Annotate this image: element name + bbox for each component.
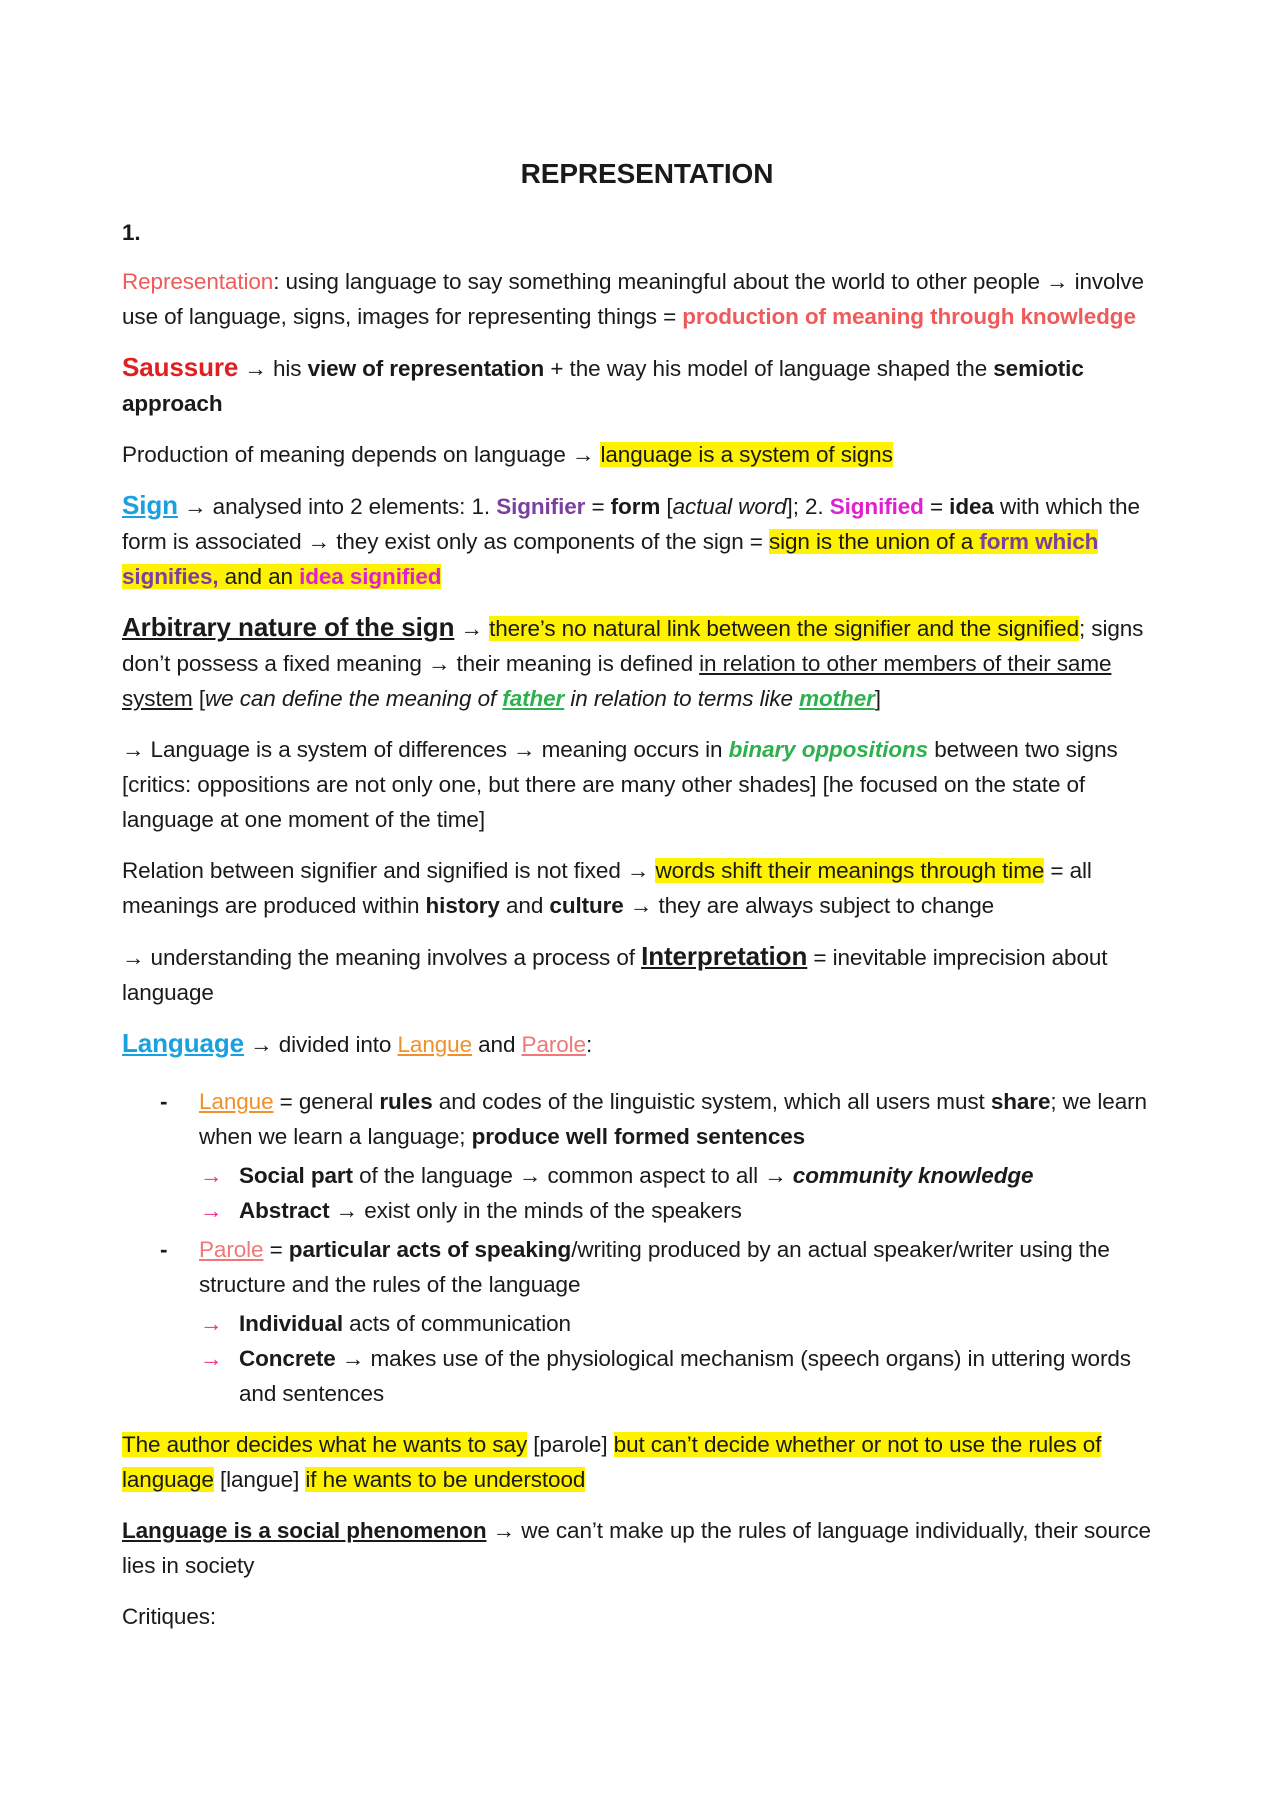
arrow-icon: → [764, 1163, 787, 1188]
paragraph-representation: Representation: using language to say something meaningful about the world to other people → involve use of language, signs, images for representing things = production of meaning through knowledge [122, 269, 1144, 329]
highlight-words-shift: words shift their meanings through time [655, 858, 1045, 883]
pink-arrow-icon: → [200, 1311, 223, 1336]
paragraph-arbitrary-nature: Arbitrary nature of the sign → there’s no natural link between the signifier and the signified; signs don’t possess a fixed meaning → their meaning is defined in relation to other members of their same system [we can define the meaning of father in relation to terms like mother] [122, 612, 1144, 711]
document-body [122, 150, 1172, 1650]
arrow-icon: → [518, 1163, 542, 1188]
arrow-icon: → [492, 1518, 516, 1543]
section-number: 1. [122, 220, 141, 245]
arrow-icon: → [571, 442, 595, 467]
arrow-icon: → [629, 893, 653, 918]
list-item-langue: - Langue = general rules and codes of the linguistic system, which all users must share; we learn when we learn a language; produce well formed sentences [122, 1084, 1172, 1154]
highlight-understood: if he wants to be understood [305, 1467, 586, 1492]
pink-arrow-icon: → [200, 1198, 223, 1223]
highlight-cant-decide: but can’t decide whether or not to use the rules of language [122, 1432, 1102, 1492]
term-interpretation: Interpretation [641, 941, 808, 971]
term-binary-oppositions: binary oppositions [728, 737, 929, 762]
arrow-icon: → [513, 737, 536, 762]
arrow-icon: → [1046, 269, 1069, 294]
dash-bullet: - [160, 1089, 168, 1114]
paragraph-system-of-differences: → Language is a system of differences → meaning occurs in binary oppositions between two signs [critics: oppositions are not only one, but there are many other shades] [he focused on the state of language at one moment of the time] [122, 737, 1118, 832]
paragraph-author-decides: The author decides what he wants to say [parole] but can’t decide whether or not to use the rules of language [langue] if he wants to be understood [122, 1432, 1102, 1492]
pink-arrow-icon: → [200, 1163, 223, 1188]
term-saussure: Saussure [122, 352, 239, 382]
highlight-sign-union: sign is the union of a form which signifies, and an idea signified [122, 529, 1099, 589]
term-representation: Representation [122, 269, 274, 294]
emphasis-production-of-meaning: production of meaning through knowledge [682, 304, 1136, 329]
arrow-icon: → [122, 737, 145, 762]
list-item-parole: - Parole = particular acts of speaking/writing produced by an actual speaker/writer using the structure and the rules of the language [122, 1232, 1172, 1302]
term-langue: Langue [397, 1032, 472, 1057]
term-arbitrary-nature: Arbitrary nature of the sign [122, 612, 455, 642]
arrow-icon: → [184, 494, 207, 519]
paragraph-relation-not-fixed: Relation between signifier and signified is not fixed → words shift their meanings through time = all meanings are produced within history and culture → they are always subject to change [122, 858, 1092, 918]
arrow-icon: → [626, 858, 650, 883]
pink-arrow-icon: → [200, 1346, 223, 1371]
paragraph-production-of-meaning: Production of meaning depends on language → language is a system of signs [122, 442, 893, 467]
paragraph-saussure: Saussure → his view of representation + the way his model of language shaped the semiotic approach [122, 352, 1084, 416]
sub-item-concrete: → Concrete → makes use of the physiological mechanism (speech organs) in uttering words and sentences [122, 1341, 1172, 1411]
page-title: REPRESENTATION [520, 158, 774, 189]
arrow-icon: → [307, 529, 331, 554]
term-signified: Signified [829, 494, 924, 519]
paragraph-language: Language → divided into Langue and Parole: [122, 1028, 593, 1058]
paragraph-critiques: Critiques: [122, 1604, 217, 1629]
arrow-icon: → [122, 945, 145, 970]
highlight-no-natural-link: there’s no natural link between the signifier and the signified [489, 616, 1079, 641]
arrow-icon: → [341, 1346, 365, 1371]
arrow-icon: → [250, 1032, 273, 1057]
paragraph-interpretation: → understanding the meaning involves a process of Interpretation = inevitable imprecision about language [122, 941, 1108, 1005]
dash-bullet: - [160, 1237, 168, 1262]
langue-parole-list [122, 1078, 1172, 1411]
highlight-system-of-signs: language is a system of signs [600, 442, 893, 467]
arrow-icon: → [335, 1198, 359, 1223]
sub-item-abstract: → Abstract → exist only in the minds of the speakers [122, 1193, 1172, 1228]
highlight-author-decides: The author decides what he wants to say [122, 1432, 528, 1457]
arrow-icon: → [244, 356, 267, 381]
term-signifier: Signifier [496, 494, 586, 519]
term-sign: Sign [122, 490, 178, 520]
paragraph-sign: Sign → analysed into 2 elements: 1. Signifier = form [actual word]; 2. Signified = idea with which the form is associated → they exist only as components of the sign = sign is the union of a form which signifies, and an idea signified [122, 490, 1140, 589]
term-parole: Parole [521, 1032, 586, 1057]
example-mother: mother [799, 686, 875, 711]
sub-item-social-part: → Social part of the language → common aspect to all → community knowledge [122, 1158, 1172, 1193]
example-father: father [502, 686, 565, 711]
term-social-phenomenon: Language is a social phenomenon [122, 1518, 487, 1543]
paragraph-social-phenomenon: Language is a social phenomenon → we can’t make up the rules of language individually, their source lies in society [122, 1518, 1151, 1578]
arrow-icon: → [460, 616, 483, 641]
arrow-icon: → [427, 651, 451, 676]
sub-item-individual: → Individual acts of communication [122, 1306, 1172, 1341]
term-language: Language [122, 1028, 244, 1058]
